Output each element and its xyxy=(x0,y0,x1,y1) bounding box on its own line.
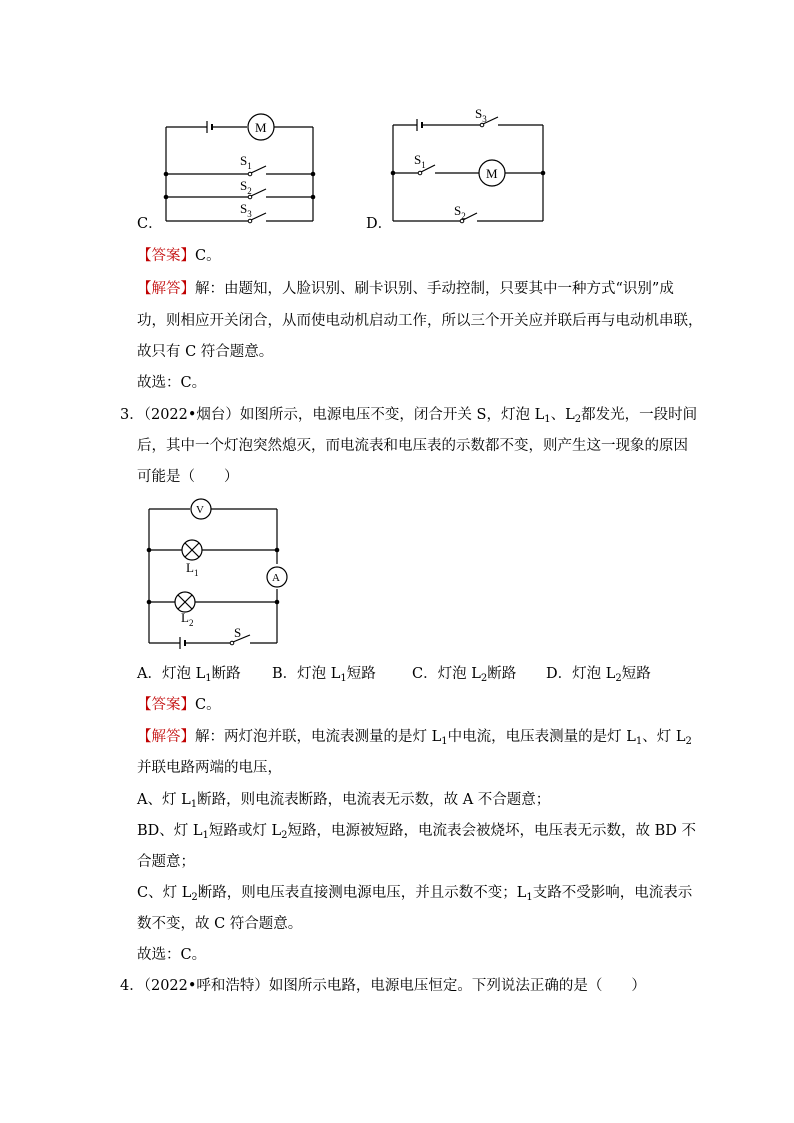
lamp-l2-label: $L_2$ xyxy=(181,610,194,628)
q3-option-b: B．灯泡 $L_1$短路 xyxy=(272,666,376,684)
voltmeter-label: V xyxy=(196,504,204,516)
answer-value: C。 xyxy=(195,248,221,264)
q3-option-d: D．灯泡 $L_2$短路 xyxy=(546,666,651,684)
switch-s-label: S xyxy=(234,625,242,640)
q2-explain-line-2: 功，则相应开关闭合，从而使电动机启动工作，所以三个开关应并联后再与电动机串联， xyxy=(137,313,703,329)
q2-answer xyxy=(137,246,221,266)
motor-label: M xyxy=(255,120,267,135)
explain-tag: 【解答】 xyxy=(137,281,195,297)
q3-explain-line-2: 并联电路两端的电压， xyxy=(137,760,282,776)
q4-stem: 4．（2022•呼和浩特）如图所示电路，电源电压恒定。下列说法正确的是（ ） xyxy=(120,978,646,994)
q3-stem-line-1: 3．（2022•烟台）如图所示，电源电压不变，闭合开关 S，灯泡 $L_1$、$L_2$都发光，一段时间 xyxy=(120,407,698,425)
q2-explain-line-3: 故只有 C 符合题意。 xyxy=(137,344,274,360)
switch-s1-label: $S_1$ xyxy=(240,153,252,171)
q3-explain-c: C、灯 $L_2$断路，则电压表直接测电源电压，并且示数不变；$L_1$支路不受影响，电流表示 xyxy=(137,885,693,903)
ammeter-label: A xyxy=(272,572,280,584)
q3-stem-line-2: 后，其中一个灯泡突然熄灭，而电流表和电压表的示数都不变，则产生这一现象的原因 xyxy=(137,438,688,454)
q3-stem-line-3: 可能是（ ） xyxy=(137,469,239,485)
q3-option-c: C．灯泡 $L_2$断路 xyxy=(412,666,517,684)
switch-s3-label: $S_3$ xyxy=(240,201,252,219)
option-c-label: C． xyxy=(137,216,163,232)
circuit-diagram-c xyxy=(150,108,330,234)
q3-explain-bd: BD、灯 $L_1$短路或灯 $L_2$短路，电源被短路，电流表会被烧坏，电压表无示数，故 BD 不 xyxy=(137,823,697,841)
switch-s1-label: $S_1$ xyxy=(414,152,426,170)
q3-explain-a: A、灯 $L_1$断路，则电流表断路，电流表无示数，故 A 不合题意； xyxy=(137,792,551,810)
answer-value: C。 xyxy=(195,697,221,713)
explain-tag: 【解答】 xyxy=(137,729,195,745)
q3-circuit-diagram xyxy=(140,496,300,650)
option-d-label: D． xyxy=(366,216,393,232)
answer-tag: 【答案】 xyxy=(137,697,195,713)
q3-answer xyxy=(137,695,221,715)
q3-choose: 故选：C。 xyxy=(137,947,207,963)
answer-tag: 【答案】 xyxy=(137,248,195,264)
circuit-diagram-d xyxy=(380,104,560,230)
switch-s3-label: $S_3$ xyxy=(475,106,487,124)
switch-s2-label: $S_2$ xyxy=(454,203,466,221)
lamp-l1-label: $L_1$ xyxy=(186,560,199,578)
q3-explain-c-cont: 数不变，故 C 符合题意。 xyxy=(137,916,303,932)
switch-s2-label: $S_2$ xyxy=(240,178,252,196)
q3-explain-line-1: 【解答】解：两灯泡并联，电流表测量的是灯 $L_1$中电流，电压表测量的是灯 $L_1$、灯 $L_2$ xyxy=(137,729,692,747)
q3-explain-bd-cont: 合题意； xyxy=(137,854,195,870)
q3-option-a: A．灯泡 $L_1$断路 xyxy=(137,666,241,684)
motor-label: M xyxy=(486,166,498,181)
q2-explain-line-1: 【解答】解：由题知，人脸识别、刷卡识别、手动控制，只要其中一种方式“识别”成 xyxy=(137,281,674,297)
q2-choose: 故选：C。 xyxy=(137,375,207,391)
